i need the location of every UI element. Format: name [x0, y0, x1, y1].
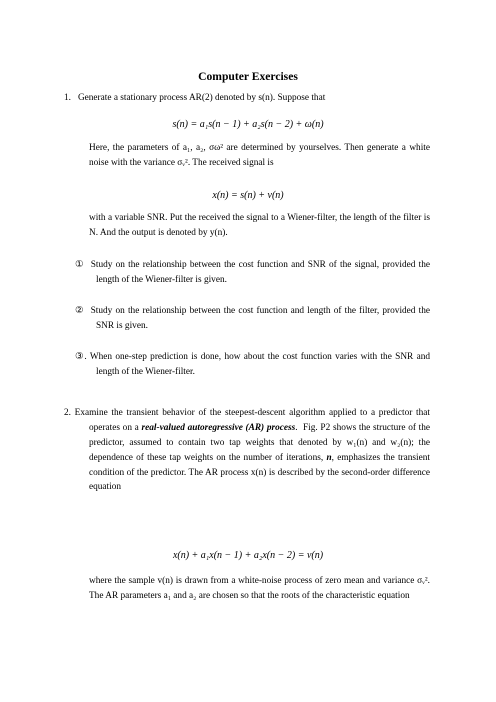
exercise-1-snr: with a variable SNR. Put the received the signal to a Wiener-filter, the length of the filter is N. And the output is denoted by y(n). [89, 213, 430, 238]
equation-ar2: s(n) = a₁s(n − 1) + a₂s(n − 2) + ω(n) [172, 119, 324, 130]
equation-received-signal: x(n) = s(n) + v(n) [212, 190, 284, 201]
exercise-2-tail: where the sample v(n) is drawn from a white-noise process of zero mean and variance σᵥ². The AR parameters a₁ and a₂ are chosen so that the roots of the characteristic equation [89, 576, 430, 601]
exercise-1-item-1: ① Study on the relationship between the cost function and SNR of the signal, provided the length of the Wiener-filter is given. [75, 260, 430, 285]
page-title: Computer Exercises [198, 70, 298, 83]
equation-difference: x(n) + a₁x(n − 1) + a₂x(n − 2) = v(n) [172, 550, 324, 561]
exercise-1-item-3: ③. When one-step prediction is done, how about the cost function varies with the SNR and length of the Wiener-filter. [75, 352, 430, 377]
exercise-1-parameters: Here, the parameters of a₁, a₂, σω² are determined by yourselves. Then generate a white noise with the variance σᵥ². The received signal is [89, 143, 430, 168]
exercise-2-lead: 2. Examine the transient behavior of the steepest-descent algorithm applied to a predictor that operates on a [64, 408, 430, 433]
exercise-2-n-bold: n [326, 452, 332, 463]
exercise-1-item-2: ② Study on the relationship between the cost function and length of the filter, provided the SNR is given. [75, 306, 430, 331]
exercise-2-text [64, 406, 430, 495]
exercise-2-emphasis: real-valued autoregressive (AR) process [141, 422, 296, 433]
exercise-2-rest: . Fig. P2 shows the structure of the predictor, assumed to contain two tap weights that denoted by w₁(n) and w₂(n); the dependence of these tap weights on the number of iterations, [89, 422, 430, 463]
exercise-2-rest2: , emphasizes the transient condition of the predictor. The AR process x(n) is described by the second-order difference equation [89, 452, 430, 493]
exercise-1-intro: 1. Generate a stationary process AR(2) denoted by s(n). Suppose that [64, 93, 326, 103]
